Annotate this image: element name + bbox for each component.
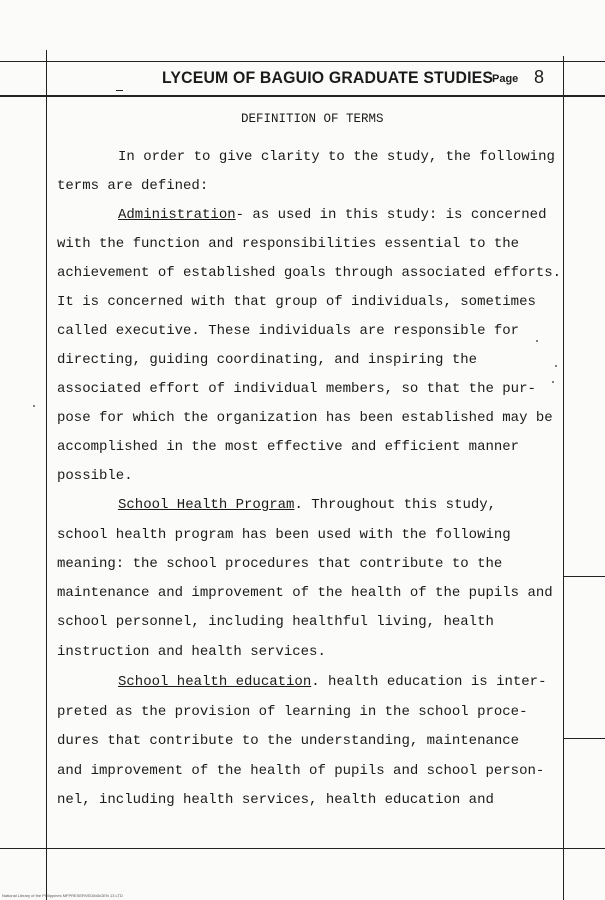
text-line: nel, including health services, health education and [57, 792, 494, 808]
right-edge-mark-2 [563, 738, 605, 739]
defined-term: Administration [118, 207, 236, 223]
text-line: maintenance and improvement of the health of the pupils and [57, 585, 553, 601]
scan-speck [536, 340, 538, 342]
definition-first-line [118, 207, 546, 223]
definition-text: - as used in this study: is concerned [235, 207, 547, 223]
text-line: and improvement of the health of pupils and school person- [57, 763, 545, 779]
text-line: meaning: the school procedures that contribute to the [57, 556, 503, 572]
text-line: associated effort of individual members, so that the pur- [57, 381, 536, 397]
text-line: possible. [57, 468, 133, 484]
text-line: pose for which the organization has been established may be [57, 410, 553, 426]
defined-term: School Health Program [118, 497, 295, 513]
text-line: accomplished in the most effective and efficient manner [57, 439, 520, 455]
defined-term: School health education [118, 674, 312, 690]
text-line: instruction and health services. [57, 644, 326, 660]
text-line: called executive. These individuals are responsible for [57, 323, 520, 339]
text-line: In order to give clarity to the study, the following [118, 149, 555, 165]
header-underline-mark [116, 90, 123, 91]
text-line: achievement of established goals through associated efforts. [57, 265, 562, 281]
page-number: 8 [534, 67, 545, 87]
text-line: preted as the provision of learning in the school proce- [57, 704, 528, 720]
institution-header: LYCEUM OF BAGUIO GRADUATE STUDIES [162, 68, 494, 87]
header-rule-bottom [0, 95, 605, 97]
header-rule-top [0, 61, 605, 62]
definition-first-line [118, 674, 546, 690]
definition-first-line [118, 497, 496, 513]
left-margin-rule [46, 50, 47, 900]
text-line: It is concerned with that group of individuals, sometimes [57, 294, 536, 310]
scan-speck [33, 405, 35, 407]
footer-rule [0, 848, 605, 849]
text-line: school personnel, including healthful living, health [57, 614, 494, 630]
section-title: DEFINITION OF TERMS [241, 112, 384, 126]
text-line: directing, guiding coordinating, and inspiring the [57, 352, 478, 368]
text-line: with the function and responsibilities essential to the [57, 236, 520, 252]
scan-speck [552, 381, 554, 383]
text-line: school health program has been used with the following [57, 527, 511, 543]
page-label: Page [492, 73, 519, 85]
archive-footer-note: National Library of the Philippines MFPRESERVEDIMAGEN 13 LTD [2, 893, 123, 898]
right-margin-rule [563, 56, 564, 900]
scan-speck [555, 365, 557, 367]
text-line: terms are defined: [57, 178, 209, 194]
definition-text: . health education is inter- [311, 674, 547, 690]
definition-text: . Throughout this study, [294, 497, 497, 513]
text-line: dures that contribute to the understanding, maintenance [57, 733, 520, 749]
right-edge-mark-1 [563, 576, 605, 577]
